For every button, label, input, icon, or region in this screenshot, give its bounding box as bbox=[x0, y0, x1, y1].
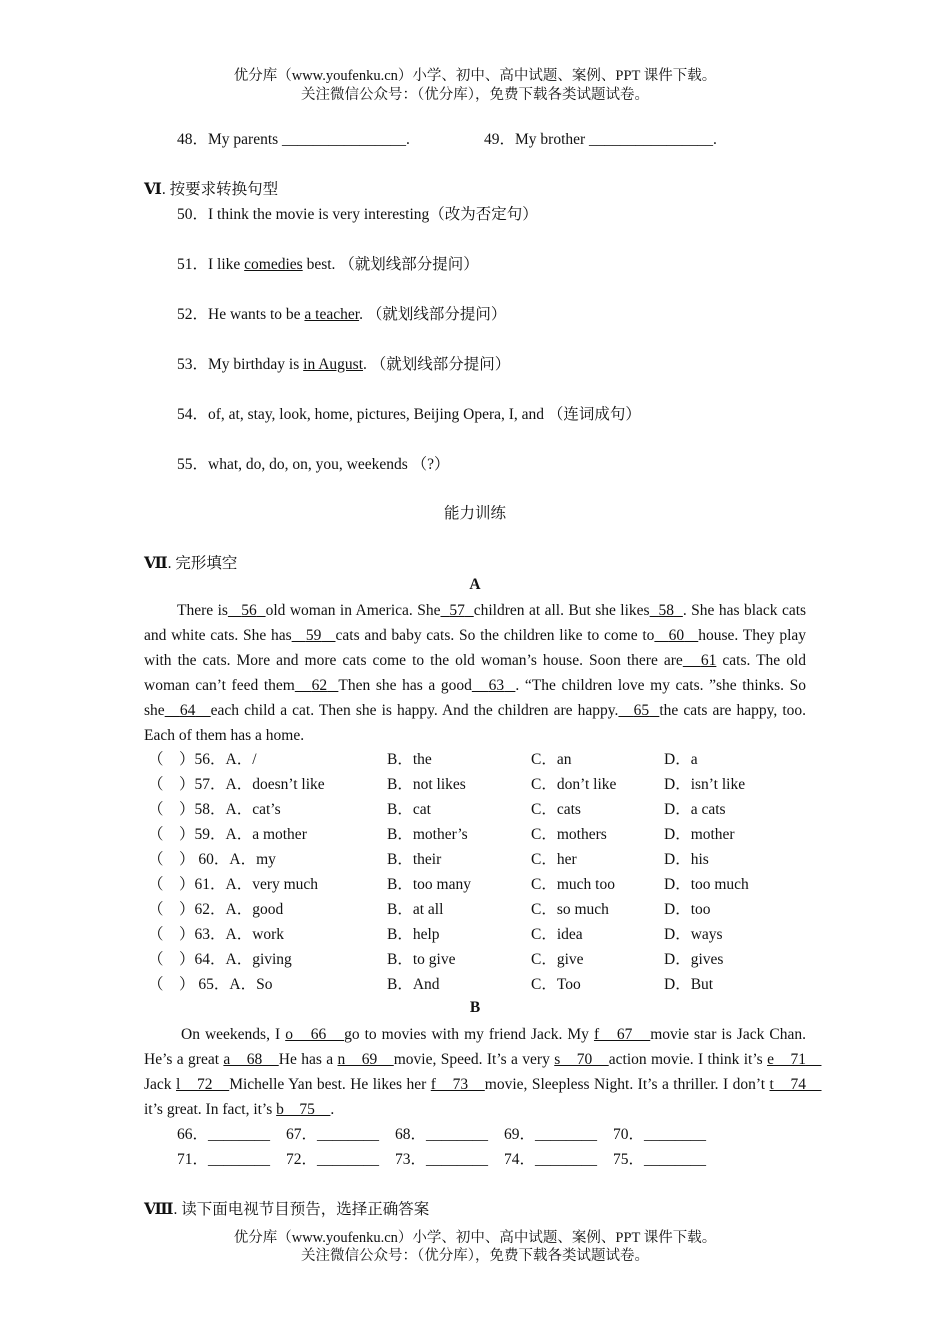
blank-56: 56 bbox=[241, 602, 257, 619]
section-6-number: Ⅵ bbox=[144, 181, 162, 198]
choice-b: B．their bbox=[387, 851, 442, 868]
blank-74: t 74 bbox=[769, 1076, 822, 1093]
passage-b-text: go to movies with my friend Jack. My bbox=[344, 1026, 594, 1043]
choice-b: B．mother’s bbox=[387, 826, 468, 843]
question-49: 49．My brother ________________. bbox=[484, 131, 717, 148]
choice-c: C．idea bbox=[531, 926, 583, 943]
choice-d: D．mother bbox=[664, 826, 735, 843]
section-8-number: Ⅷ bbox=[144, 1201, 174, 1218]
choice-d: D．a bbox=[664, 751, 698, 768]
q53-underlined: in August bbox=[303, 356, 364, 373]
choice-d: D．too bbox=[664, 901, 711, 918]
section-8-title: . 读下面电视节目预告，选择正确答案 bbox=[173, 1201, 430, 1218]
blank-57: 57 bbox=[449, 602, 465, 619]
section-8-heading bbox=[144, 1197, 429, 1219]
choice-b: B．to give bbox=[387, 951, 456, 968]
answer-67: 67．________ bbox=[286, 1126, 380, 1143]
q52-prefix: 52．He wants to be bbox=[177, 306, 305, 323]
passage-a-text: Then she has a good bbox=[338, 677, 472, 694]
part-a-label: A bbox=[469, 576, 481, 593]
choice-d: D．ways bbox=[664, 926, 723, 943]
choice-b: B．not likes bbox=[387, 776, 466, 793]
answer-66: 66．________ bbox=[177, 1126, 271, 1143]
choice-q: （ ） 65．A．So bbox=[148, 976, 273, 993]
passage-a-text: cats. The old woman can’t feed them bbox=[144, 652, 807, 694]
choice-c: C．cats bbox=[531, 801, 581, 818]
choice-b: B．the bbox=[387, 751, 432, 768]
passage-b-text: He has a bbox=[278, 1051, 338, 1068]
section-7-title: . 完形填空 bbox=[167, 555, 238, 572]
choice-d: D．But bbox=[664, 976, 714, 993]
choice-c: C．give bbox=[531, 951, 584, 968]
choice-b: B．cat bbox=[387, 801, 431, 818]
section-6-heading bbox=[144, 177, 278, 199]
q51-underlined: comedies bbox=[244, 256, 303, 273]
choice-q: （ ） 60．A．my bbox=[148, 851, 276, 868]
part-b-label: B bbox=[469, 999, 481, 1016]
footer-line-2: 关注微信公众号：（优分库），免费下载各类试题试卷。 bbox=[301, 1248, 649, 1264]
choice-q: （ ）57．A．doesn’t like bbox=[148, 776, 325, 793]
passage-b-text: Jack bbox=[144, 1076, 177, 1093]
choice-d: D．isn’t like bbox=[664, 776, 746, 793]
passage-a-text: old woman in America. She bbox=[265, 602, 441, 619]
choice-b: B．too many bbox=[387, 876, 471, 893]
choice-b: B．And bbox=[387, 976, 440, 993]
question-53 bbox=[177, 352, 510, 374]
section-7-heading bbox=[144, 551, 237, 573]
passage-a-text: house. They play with the cats. More and more cats come to the old woman’s house. Soon there are bbox=[144, 627, 807, 669]
passage-b-text: movie, Speed. It’s a very bbox=[393, 1051, 555, 1068]
blank-67: f 67 bbox=[593, 1026, 651, 1043]
blank-62: 62 bbox=[311, 677, 328, 694]
choice-b: B．at all bbox=[387, 901, 444, 918]
passage-a-text: children at all. But she likes bbox=[473, 602, 650, 619]
answer-74: 74．________ bbox=[504, 1151, 598, 1168]
choice-d: D．his bbox=[664, 851, 709, 868]
header-line-2: 关注微信公众号：（优分库），免费下载各类试题试卷。 bbox=[301, 87, 649, 103]
q53-suffix: . （就划线部分提问） bbox=[363, 356, 511, 373]
answer-72: 72．________ bbox=[286, 1151, 380, 1168]
blank-61: 61 bbox=[700, 652, 717, 669]
blank-63: 63 bbox=[488, 677, 505, 694]
q51-suffix: best. （就划线部分提问） bbox=[302, 256, 479, 273]
passage-b-text: action movie. I think it’s bbox=[608, 1051, 768, 1068]
choice-q: （ ）64．A．giving bbox=[148, 951, 292, 968]
passage-a-text: . She has black cats and white cats. She has bbox=[144, 602, 807, 644]
choice-c: C．don’t like bbox=[531, 776, 617, 793]
blank-66: o 66 bbox=[285, 1026, 345, 1043]
passage-a bbox=[144, 598, 806, 748]
question-50: 50．I think the movie is very interesting（改为否定句） bbox=[177, 206, 538, 223]
question-52 bbox=[177, 302, 506, 324]
question-54: 54．of, at, stay, look, home, pictures, Beijing Opera, I, and （连词成句） bbox=[177, 406, 641, 423]
section-6-title: . 按要求转换句型 bbox=[161, 181, 279, 198]
choice-q: （ ）62．A．good bbox=[148, 901, 284, 918]
blank-59: 59 bbox=[305, 627, 322, 644]
choice-b: B．help bbox=[387, 926, 440, 943]
passage-a-text: cats and baby cats. So the children like to come to bbox=[335, 627, 655, 644]
choice-d: D．a cats bbox=[664, 801, 726, 818]
passage-b-text: movie star is Jack Chan. He’s a great bbox=[144, 1026, 806, 1068]
choice-q: （ ）61．A．very much bbox=[148, 876, 319, 893]
choice-q: （ ）56．A．/ bbox=[148, 751, 257, 768]
choice-c: C．so much bbox=[531, 901, 609, 918]
passage-a-text: There is bbox=[177, 602, 228, 619]
choice-c: C．an bbox=[531, 751, 572, 768]
passage-b-text: Michelle Yan best. He likes her bbox=[229, 1076, 431, 1093]
answer-69: 69．________ bbox=[504, 1126, 598, 1143]
section-7-number: Ⅶ bbox=[144, 555, 168, 572]
answer-70: 70．________ bbox=[613, 1126, 707, 1143]
choice-c: C．much too bbox=[531, 876, 615, 893]
blank-64: 64 bbox=[179, 702, 196, 719]
question-51 bbox=[177, 252, 479, 274]
blank-71: e 71 bbox=[767, 1051, 822, 1068]
q53-prefix: 53．My birthday is bbox=[177, 356, 304, 373]
passage-b-text: On weekends, I bbox=[181, 1026, 286, 1043]
blank-69: n 69 bbox=[337, 1051, 394, 1068]
passage-a-text: . “The children love my cats. ”she thinks. So she bbox=[144, 677, 807, 719]
ability-training-title: 能力训练 bbox=[443, 505, 506, 522]
question-48: 48．My parents ________________. bbox=[177, 131, 410, 148]
choice-d: D．gives bbox=[664, 951, 724, 968]
choice-q: （ ）58．A．cat’s bbox=[148, 801, 281, 818]
passage-a-text: each child a cat. Then she is happy. And the children are happy. bbox=[210, 702, 619, 719]
choice-c: C．mothers bbox=[531, 826, 607, 843]
choice-d: D．too much bbox=[664, 876, 749, 893]
passage-a-text: the cats are happy, too. Each of them has a home. bbox=[144, 702, 807, 744]
answer-73: 73．________ bbox=[395, 1151, 489, 1168]
choice-c: C．Too bbox=[531, 976, 581, 993]
answer-75: 75．________ bbox=[613, 1151, 707, 1168]
choice-q: （ ）63．A．work bbox=[148, 926, 285, 943]
passage-b-text: movie, Sleepless Night. It’s a thriller. I don’t bbox=[484, 1076, 770, 1093]
passage-b-text: it’s great. In fact, it’s bbox=[144, 1101, 277, 1118]
blank-73: f 73 bbox=[430, 1076, 485, 1093]
blank-68: a 68 bbox=[223, 1051, 279, 1068]
question-55: 55．what, do, do, on, you, weekends （?） bbox=[177, 456, 450, 473]
choice-c: C．her bbox=[531, 851, 577, 868]
q52-underlined: a teacher bbox=[304, 306, 360, 323]
blank-65: 65 bbox=[633, 702, 650, 719]
header-line-1: 优分库（www.youfenku.cn）小学、初中、高中试题、案例、PPT 课件下载。 bbox=[233, 68, 717, 84]
answer-71: 71．________ bbox=[177, 1151, 271, 1168]
blank-75: b 75 bbox=[276, 1101, 331, 1118]
blank-70: s 70 bbox=[554, 1051, 609, 1068]
q52-suffix: . （就划线部分提问） bbox=[359, 306, 507, 323]
q51-prefix: 51．I like bbox=[177, 256, 245, 273]
passage-b bbox=[144, 1022, 822, 1122]
passage-b-text: . bbox=[330, 1101, 335, 1118]
blank-60: 60 bbox=[668, 627, 685, 644]
choice-q: （ ）59．A．a mother bbox=[148, 826, 307, 843]
answer-68: 68．________ bbox=[395, 1126, 489, 1143]
blank-72: l 72 bbox=[176, 1076, 230, 1093]
blank-58: 58 bbox=[658, 602, 674, 619]
footer-line-1: 优分库（www.youfenku.cn）小学、初中、高中试题、案例、PPT 课件下载。 bbox=[233, 1230, 717, 1246]
